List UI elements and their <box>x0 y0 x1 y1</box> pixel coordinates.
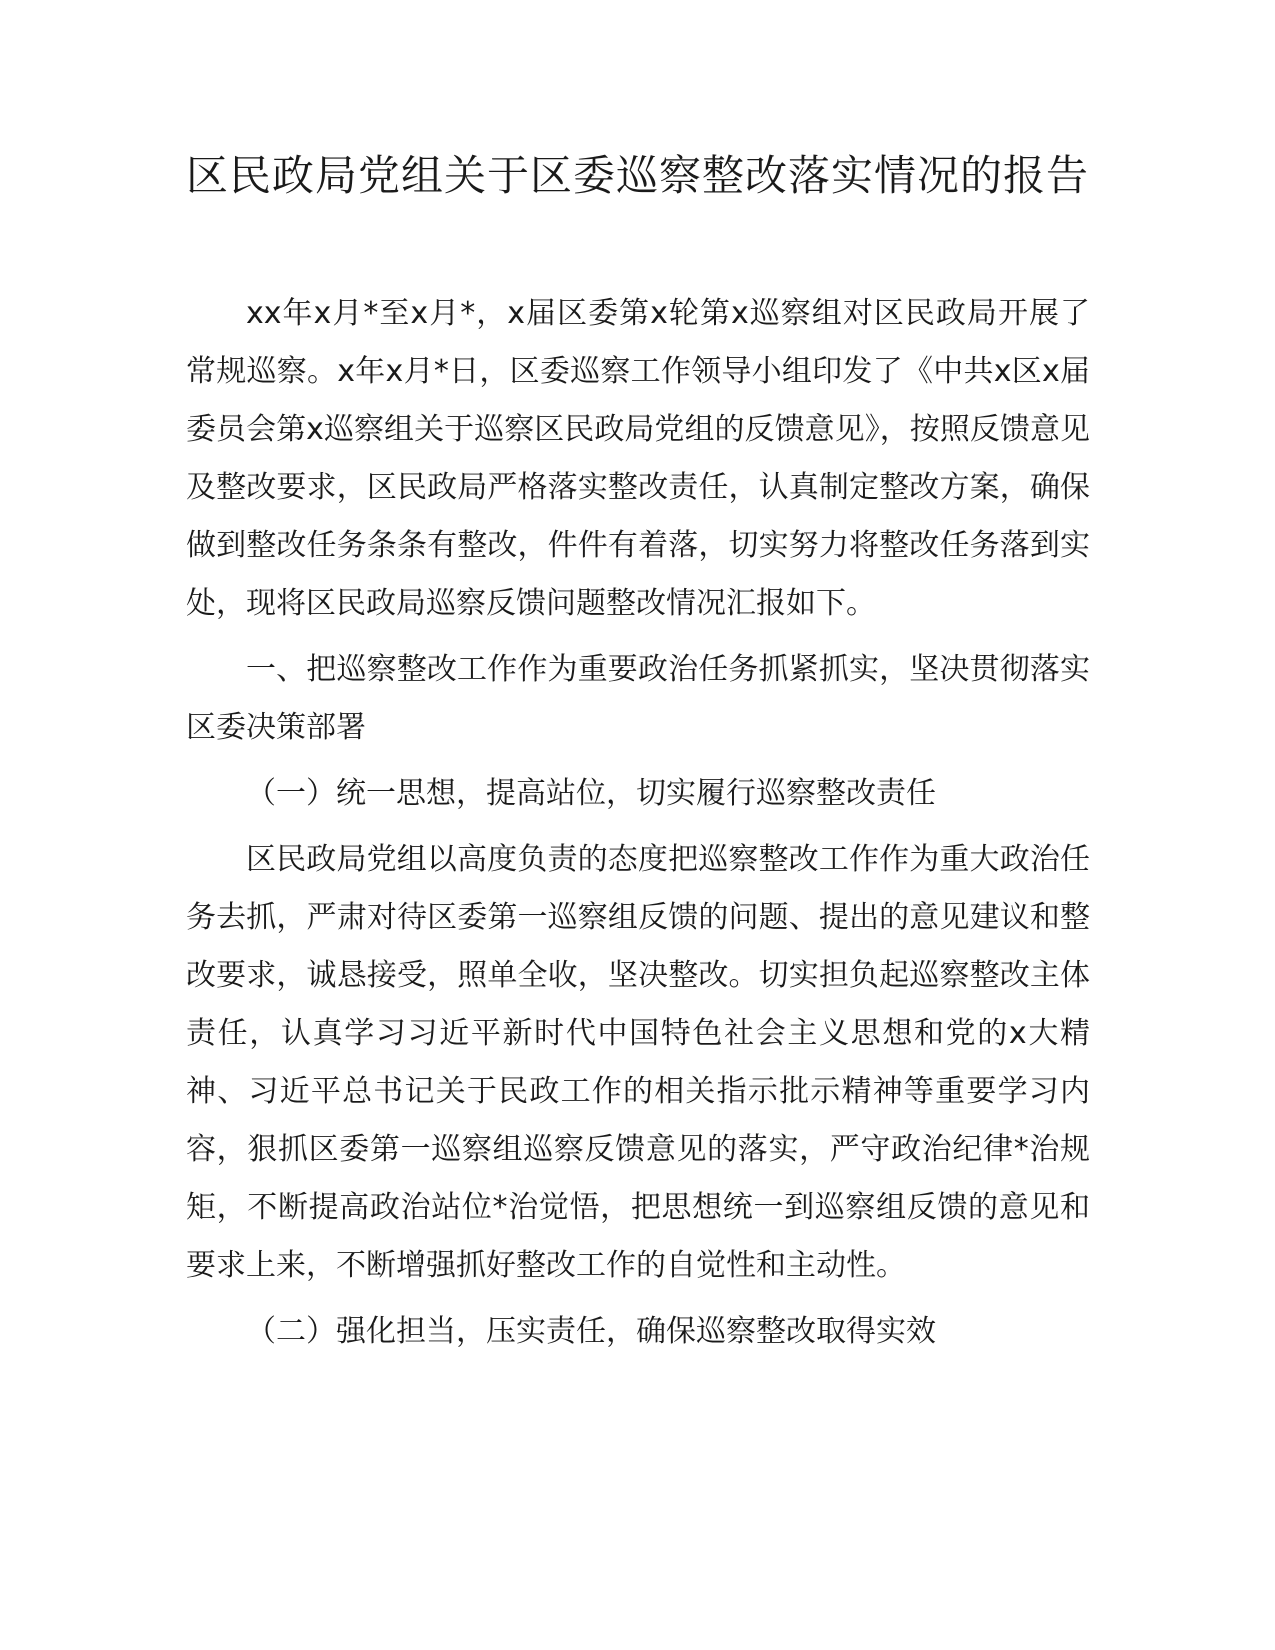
intro-paragraph: xx年x月*至x月*，x届区委第x轮第x巡察组对区民政局开展了常规巡察。x年x月*日，区委巡察工作领导小组印发了《中共x区x届委员会第x巡察组关于巡察区民政局党组的反馈意见》，按照反馈意见及整改要求，区民政局严格落实整改责任，认真制定整改方案，确保做到整改任务条条有整改，件件有着落，切实努力将整改任务落到实处，现将区民政局巡察反馈问题整改情况汇报如下。 <box>186 296 1090 621</box>
document-body <box>186 285 1090 1361</box>
document-title: 区民政局党组关于区委巡察整改落实情况的报告 <box>185 151 1089 200</box>
subsection-heading-2: （二）强化担当，压实责任，确保巡察整改取得实效 <box>246 1314 936 1349</box>
subsection-1-paragraph: 区民政局党组以高度负责的态度把巡察整改工作作为重大政治任务去抓，严肃对待区委第一巡察组反馈的问题、提出的意见建议和整改要求，诚恳接受，照单全收，坚决整改。切实担负起巡察整改主体责任，认真学习习近平新时代中国特色社会主义思想和党的x大精神、习近平总书记关于民政工作的相关指示批示精神等重要学习内容，狠抓区委第一巡察组巡察反馈意见的落实，严守政治纪律*治规矩，不断提高政治站位*治觉悟，把思想统一到巡察组反馈的意见和要求上来，不断增强抓好整改工作的自觉性和主动性。 <box>186 842 1090 1283</box>
section-heading-1: 一、把巡察整改工作作为重要政治任务抓紧抓实，坚决贯彻落实区委决策部署 <box>186 652 1090 745</box>
subsection-heading-1: （一）统一思想，提高站位，切实履行巡察整改责任 <box>246 776 936 811</box>
